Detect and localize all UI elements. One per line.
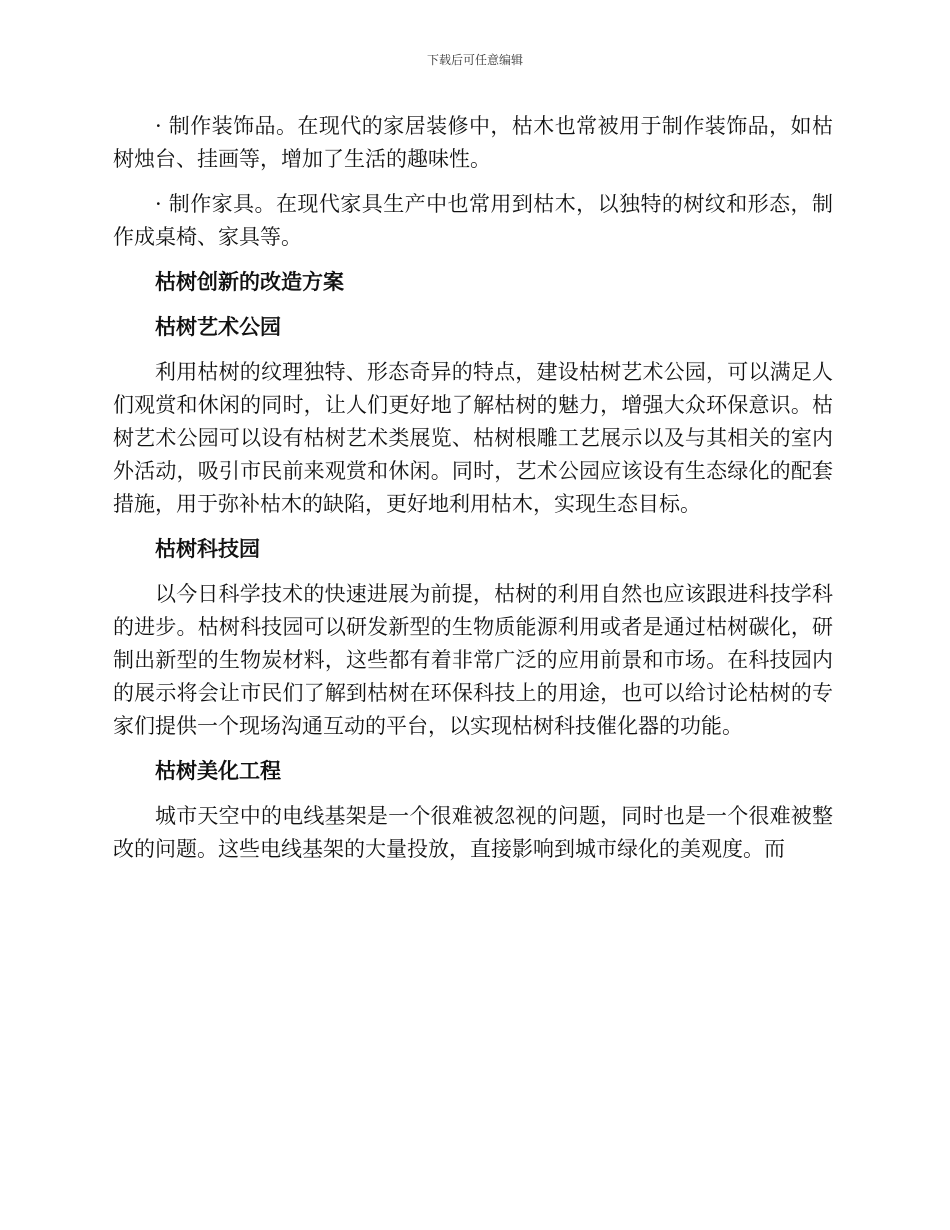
section-heading-innovation: 枯树创新的改造方案	[155, 270, 344, 294]
paragraph-beautification: 城市天空中的电线基架是一个很难被忽视的问题，同时也是一个很难被整改的问题。这些电线基架的大量投放，直接影响到城市绿化的美观度。而	[113, 804, 833, 861]
subheading-art-park: 枯树艺术公园	[155, 315, 281, 339]
paragraph-decorations: · 制作装饰品。在现代的家居装修中，枯木也常被用于制作装饰品，如枯树烛台、挂画等，增加了生活的趣味性。	[113, 114, 833, 171]
subheading-tech-park: 枯树科技园	[155, 537, 260, 561]
subheading-beautification: 枯树美化工程	[155, 759, 281, 783]
document-body	[113, 110, 833, 878]
page-header: 下载后可任意编辑	[426, 53, 523, 67]
paragraph-art-park: 利用枯树的纹理独特、形态奇异的特点，建设枯树艺术公园，可以满足人们观赏和休闲的同时，让人们更好地了解枯树的魅力，增强大众环保意识。枯树艺术公园可以设有枯树艺术类展览、枯树根雕工艺展示以及与其相关的室内外活动，吸引市民前来观赏和休闲。同时，艺术公园应该设有生态绿化的配套措施，用于弥补枯木的缺陷，更好地利用枯木，实现生态目标。	[113, 360, 833, 516]
paragraph-furniture: · 制作家具。在现代家具生产中也常用到枯木，以独特的树纹和形态，制作成桌椅、家具等。	[113, 192, 833, 249]
paragraph-tech-park: 以今日科学技术的快速进展为前提，枯树的利用自然也应该跟进科技学科的进步。枯树科技园可以研发新型的生物质能源利用或者是通过枯树碳化，研制出新型的生物炭材料，这些都有着非常广泛的应用前景和市场。在科技园内的展示将会让市民们了解到枯树在环保科技上的用途，也可以给讨论枯树的专家们提供一个现场沟通互动的平台，以实现枯树科技催化器的功能。	[113, 582, 833, 738]
